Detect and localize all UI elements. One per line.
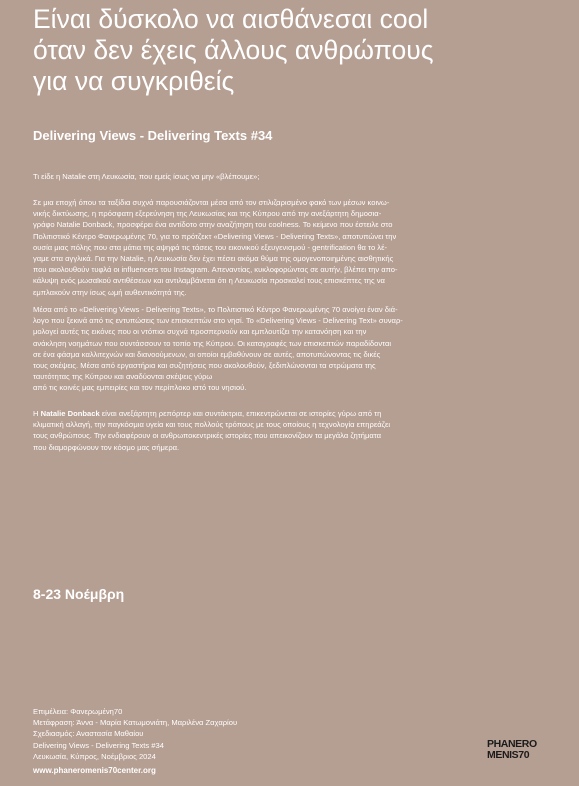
text-line: μολογεί αυτές τις εικόνες που οι ντόπιοι συχνά προσπερνούν και εμπλουτίζει την κατανόηση και την	[33, 327, 367, 337]
text-line	[33, 408, 543, 419]
author-name: Natalie Donback	[40, 409, 100, 418]
website-link[interactable]: www.phaneromenis70center.org	[33, 766, 156, 775]
paragraph-1	[33, 197, 543, 298]
bio-prefix: Η	[33, 409, 41, 418]
text-line: τους ανθρώπους. Την ενδιαφέρουν οι ανθρωποκεντρικές ιστορίες που απεικονίζουν τα μεγάλα ζητήματα	[33, 431, 382, 441]
text-line: νικής δικτύωσης, η πρόσφατη εξερεύνηση της Λευκωσίας και της Κύπρου από την ανεξάρτητη δημοσια-	[33, 209, 382, 219]
text-line: ανάκληση νοημάτων που συντάσσουν το τοπίο της Κύπρου. Οι καταγραφές των επισκεπτών παραδίδονται	[33, 338, 392, 348]
page-title	[33, 4, 573, 97]
logo-line: PHANERO	[487, 738, 537, 750]
credit-line: Λευκωσία, Κύπρος, Νοέμβριος 2024	[33, 751, 156, 761]
text-line: Σε μια εποχή όπου τα ταξίδια συχνά παρουσιάζονται μέσα από τον στιλιζαρισμένο φακό των μέσων κοινω-	[33, 198, 390, 207]
series-subtitle: Delivering Views - Delivering Texts #34	[33, 128, 273, 143]
title-line: Είναι δύσκολο να αισθάνεσαι cool	[33, 4, 429, 34]
logo-line: MENIS70	[487, 749, 530, 761]
credit-line: Delivering Views - Delivering Texts #34	[33, 740, 164, 750]
text-line: που διαμορφώνουν τον κόσμο μας σήμερα.	[33, 442, 180, 452]
phaneromenis70-logo	[487, 739, 537, 761]
event-dates: 8-23 Νοέμβρη	[33, 586, 125, 602]
credits-block	[33, 706, 333, 762]
credit-line: Μετάφραση: Άννα - Μαρία Κατωμονιάτη, Μαριλένα Ζαχαρίου	[33, 718, 238, 728]
bio-line-rest: είναι ανεξάρτητη ρεπόρτερ και συντάκτρια, επικεντρώνεται σε ιστορίες γύρω από τη	[99, 409, 382, 418]
text-line: ταυτότητας της Κύπρου και αναδύονται σκέψεις γύρω	[33, 372, 213, 382]
text-line: από τις κοινές μας εμπειρίες και τον περίπλοκο ιστό του νησιού.	[33, 383, 247, 393]
text-line: Μέσα από το «Delivering Views - Delivering Texts», το Πολιτιστικό Κέντρο Φανερωμένης 70 ανοίγει έναν διά-	[33, 305, 398, 314]
credit-line: Επιμέλεια: Φανερωμένη70	[33, 707, 123, 716]
text-line: γαμε στα αγγλικά. Για την Natalie, η Λευκωσία δεν έχει πέσει ακόμα θύμα της ομογενοποιημένης αισθητικής	[33, 254, 394, 264]
title-line: για να συγκριθείς	[33, 66, 235, 96]
intro-question	[33, 171, 543, 182]
text-line: τους σκέψεις. Μέσα από εργαστήρια και συζητήσεις που ακολουθούν, ξεδιπλώνονται τα στρώματα της	[33, 361, 376, 371]
text-line: λογο που ξεκινά από τις εντυπώσεις των επισκεπτών στο νησί. Το «Delivering Views - Delivering Text» συναρ-	[33, 316, 403, 326]
text-line: εμπλακούν στην ίσως ωμή αυθεντικότητά της.	[33, 287, 187, 297]
text-line: ουσία μιας πόλης που στα μάτια της αψηφά τις τάσεις του εικονικού εξευγενισμού - gentrification θα το λέ-	[33, 242, 387, 252]
text-line: που ακολουθούν τυφλά οι influencers του Instagram. Απεναντίας, κυκλοφορώντας σε αυτήν, βλέπει την απο-	[33, 265, 398, 275]
title-line: όταν δεν έχεις άλλους ανθρώπους	[33, 35, 434, 65]
credit-line: Σχεδιασμός: Αναστασία Μαθαίου	[33, 729, 144, 739]
text-line: σε ένα φάσμα καλλιτεχνών και διανοούμενων, οι οποίοι εμβαθύνουν σε αυτές, αποτυπώνοντας τις δικές	[33, 349, 381, 359]
intro-text: Τι είδε η Natalie στη Λευκωσία, που εμείς ίσως να μην «βλέπουμε»;	[33, 172, 260, 181]
text-line: κλιματική αλλαγή, την παγκόσμια υγεία και τους πολλούς τρόπους με τους οποίους η τεχνολογία επηρεάζει	[33, 420, 391, 430]
text-line: κάλυψη ενός μωσαϊκού αντιθέσεων και αντιλαμβάνεται ότι η Λευκωσία προσκαλεί τους επισκέπτες της να	[33, 276, 385, 286]
author-bio	[33, 408, 543, 453]
text-line: γράφο Natalie Donback, προσφέρει ένα αντίδοτο στην αναζήτηση του coolness. Το κείμενο που έστειλε στο	[33, 220, 393, 230]
paragraph-2	[33, 304, 543, 394]
text-line: Πολιτιστικό Κέντρο Φανερωμένης 70, για το πρότζεκτ «Delivering Views - Delivering Texts», αποτυπώνει την	[33, 231, 397, 241]
